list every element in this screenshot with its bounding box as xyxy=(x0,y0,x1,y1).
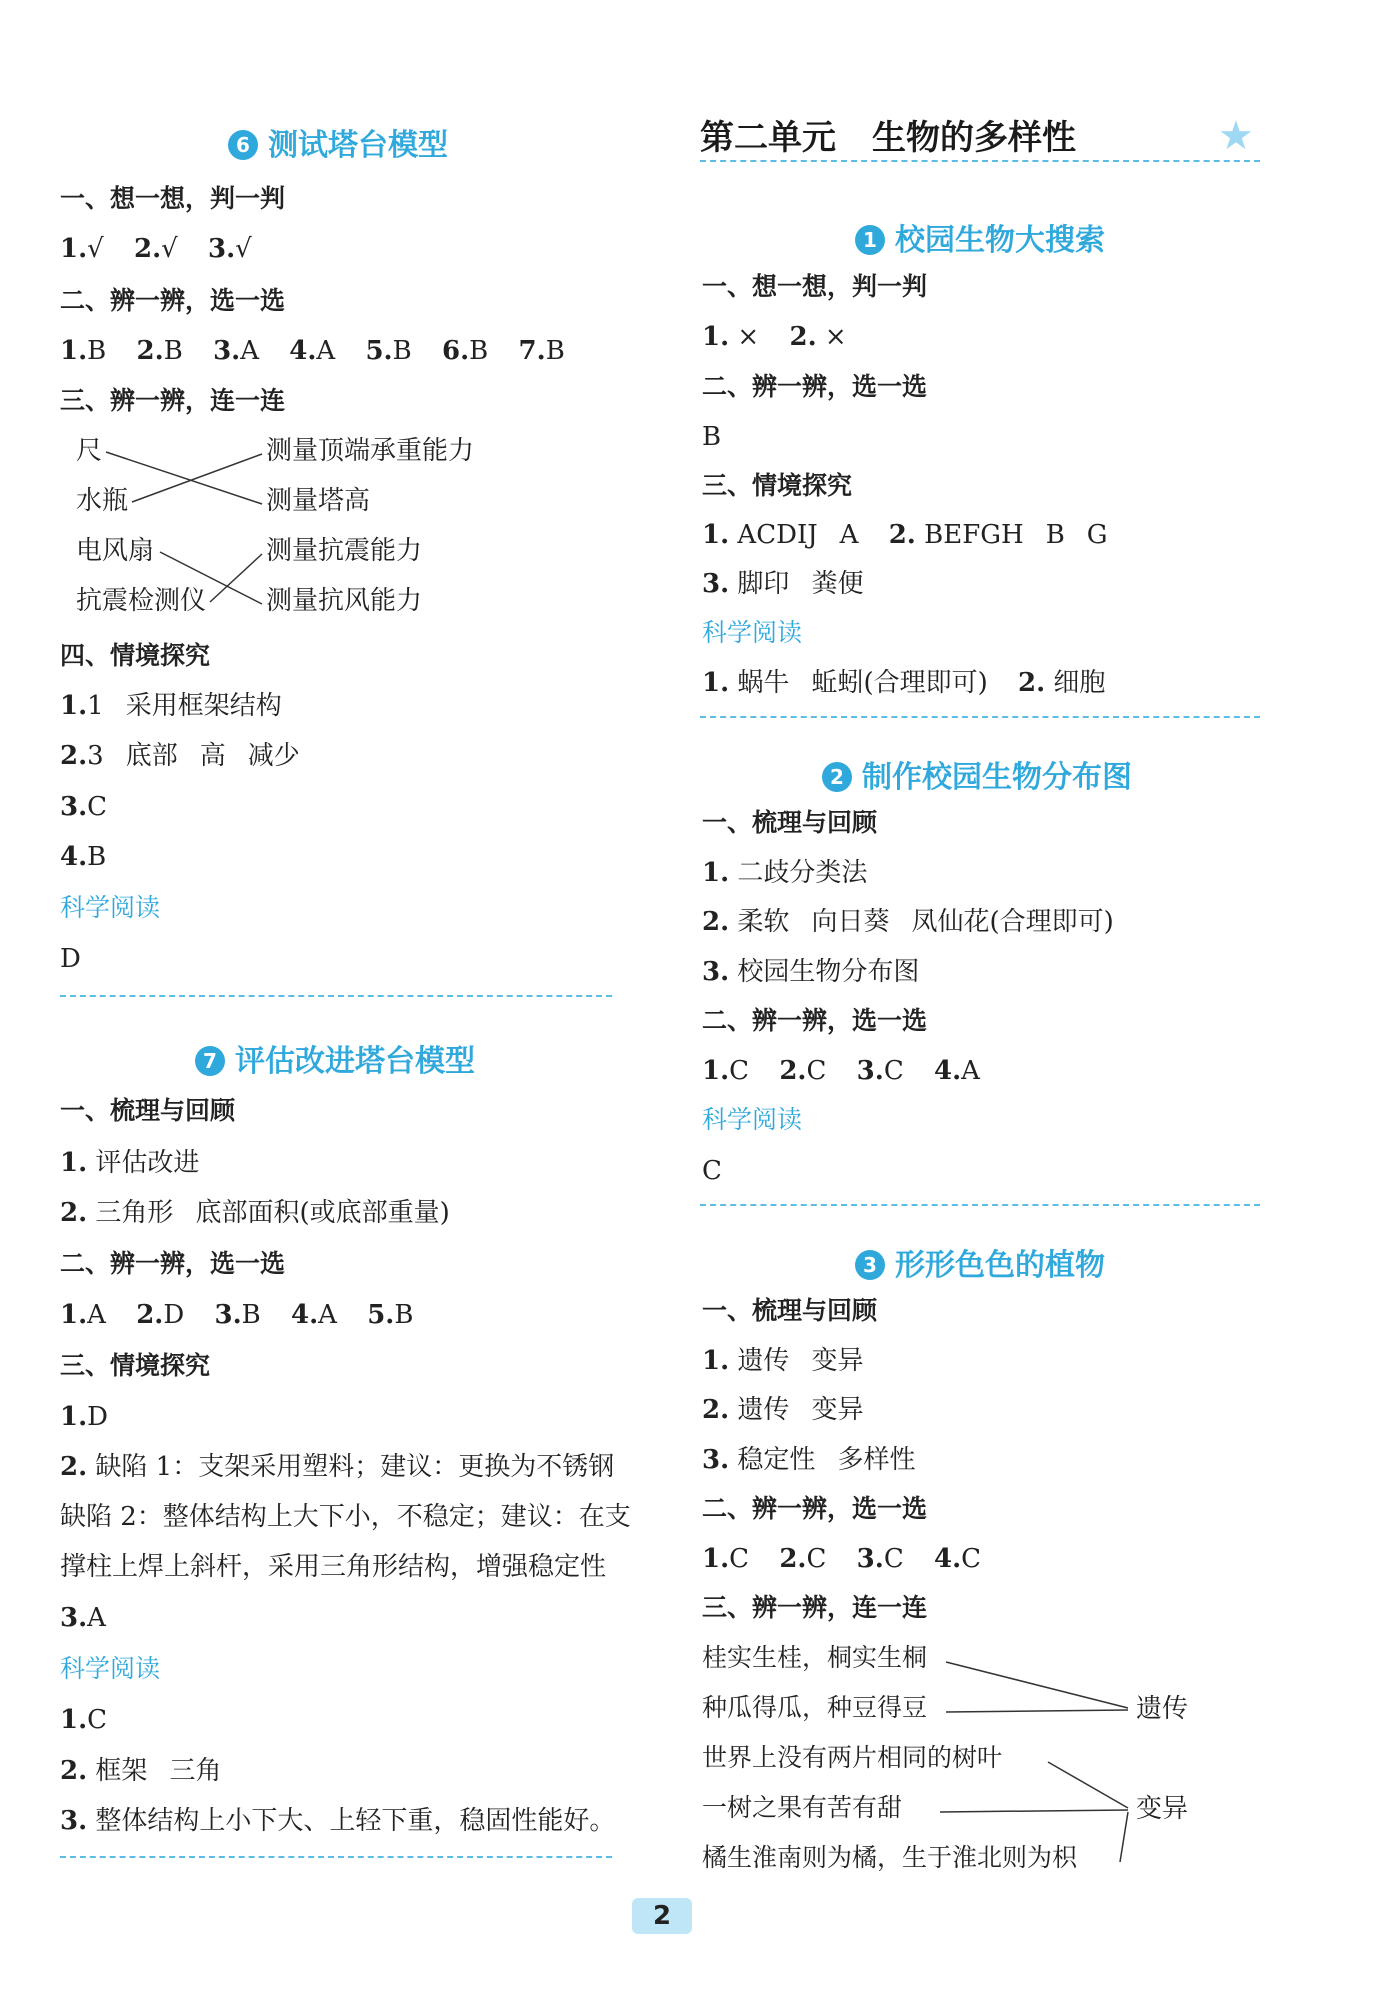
match-right-item: 测量顶端承重能力 xyxy=(266,436,475,466)
section-divider xyxy=(60,995,612,997)
section-title-text: 测试塔台模型 xyxy=(268,128,448,163)
section-title-text: 评估改进塔台模型 xyxy=(235,1044,475,1079)
review-answer: 3. 校园生物分布图 xyxy=(702,957,920,987)
unit-heading: 第二单元 生物的多样性 xyxy=(700,118,1076,158)
heading-match: 三、辨一辨，连一连 xyxy=(702,1593,928,1622)
choice-answers: 1.A 2.D 3.B 4.A 5.B xyxy=(60,1300,414,1330)
match-left-item: 桂实生桂，桐实生桐 xyxy=(702,1643,928,1672)
science-reading-label: 科学阅读 xyxy=(60,893,161,922)
science-reading-label: 科学阅读 xyxy=(702,618,803,647)
section-title-text: 制作校园生物分布图 xyxy=(862,760,1132,795)
section-number-badge: 6 xyxy=(228,130,258,160)
connector-line xyxy=(132,454,262,502)
review-answer: 2. 三角形 底部面积(或底部重量) xyxy=(60,1198,450,1228)
inquiry-answer: 1.D xyxy=(60,1402,109,1432)
match-left-item: 世界上没有两片相同的树叶 xyxy=(702,1743,1003,1772)
connector-line xyxy=(946,1662,1128,1708)
match-left-item: 橘生淮南则为橘，生于淮北则为枳 xyxy=(702,1843,1078,1872)
choice-answer: B xyxy=(702,422,722,452)
connector-line xyxy=(106,452,262,504)
heading-inquiry: 三、情境探究 xyxy=(60,1351,211,1380)
heading-inquiry: 四、情境探究 xyxy=(60,641,211,670)
inquiry-answer-cont: 撑柱上焊上斜杆，采用三角形结构，增强稳定性 xyxy=(60,1552,607,1582)
connector-line xyxy=(946,1710,1128,1712)
review-answer: 2. 遗传 变异 xyxy=(702,1395,864,1425)
review-answer: 1. 二歧分类法 xyxy=(702,858,868,888)
heading-choose: 二、辨一辨，选一选 xyxy=(60,1249,286,1278)
match-right-item: 测量塔高 xyxy=(266,486,371,516)
reading-answer: C xyxy=(702,1156,722,1186)
reading-answer: 1.C xyxy=(60,1705,108,1735)
review-answer: 3. 稳定性 多样性 xyxy=(702,1445,916,1475)
section-number-badge: 7 xyxy=(195,1046,225,1076)
section-1-title xyxy=(855,215,1105,259)
review-answer: 1. 遗传 变异 xyxy=(702,1346,864,1376)
section-divider xyxy=(60,1856,612,1858)
choice-answers: 1.C 2.C 3.C 4.C xyxy=(702,1544,982,1574)
heading-inquiry: 三、情境探究 xyxy=(702,471,853,500)
match-left-item: 电风扇 xyxy=(76,536,155,566)
judge-answers: 1. × 2. × xyxy=(702,322,847,352)
review-answer: 2. 柔软 向日葵 凤仙花(合理即可) xyxy=(702,907,1114,937)
heading-review: 一、梳理与回顾 xyxy=(60,1096,236,1125)
connector-line xyxy=(160,552,262,604)
inquiry-answer-cont: 缺陷 2：整体结构上大下小，不稳定；建议：在支 xyxy=(60,1502,631,1532)
science-reading-label: 科学阅读 xyxy=(702,1105,803,1134)
section-title-text: 形形色色的植物 xyxy=(895,1248,1105,1283)
heading-review: 一、梳理与回顾 xyxy=(702,1296,878,1325)
reading-answer: D xyxy=(60,944,81,974)
heading-choose: 二、辨一辨，选一选 xyxy=(60,286,286,315)
inquiry-answer: 3. 脚印 粪便 xyxy=(702,569,864,599)
inquiry-answer: 1. ACDIJ A 2. BEFGH B G xyxy=(702,520,1108,550)
heading-judge: 一、想一想，判一判 xyxy=(702,272,928,301)
science-reading-label: 科学阅读 xyxy=(60,1654,161,1683)
inquiry-answer: 2.3 底部 高 减少 xyxy=(60,741,300,771)
choice-answers: 1.C 2.C 3.C 4.A xyxy=(702,1056,980,1086)
section-2-title xyxy=(822,752,1132,796)
section-number-badge: 2 xyxy=(822,762,852,792)
section-divider xyxy=(700,1204,1260,1206)
connector-line xyxy=(940,1810,1128,1812)
match-right-item: 遗传 xyxy=(1136,1694,1189,1724)
section-title-text: 校园生物大搜索 xyxy=(895,223,1105,258)
section-number-badge: 1 xyxy=(855,225,885,255)
unit-underline xyxy=(700,160,1260,162)
heading-choose: 二、辨一辨，选一选 xyxy=(702,1006,928,1035)
inquiry-answer: 2. 缺陷 1：支架采用塑料；建议：更换为不锈钢 xyxy=(60,1452,615,1482)
review-answer: 1. 评估改进 xyxy=(60,1148,200,1178)
match-left-item: 水瓶 xyxy=(76,486,129,516)
reading-answer: 1. 蜗牛 蚯蚓(合理即可) 2. 细胞 xyxy=(702,668,1106,698)
heading-choose: 二、辨一辨，选一选 xyxy=(702,1494,928,1523)
reading-answer: 3. 整体结构上小下大、上轻下重，稳固性能好。 xyxy=(60,1806,616,1836)
match-right-item: 测量抗震能力 xyxy=(266,536,423,566)
inquiry-answer: 1.1 采用框架结构 xyxy=(60,691,282,721)
connector-line xyxy=(1120,1812,1128,1862)
section-3-title xyxy=(855,1240,1105,1284)
heading-judge: 一、想一想，判一判 xyxy=(60,184,286,213)
match-left-item: 种瓜得瓜，种豆得豆 xyxy=(702,1693,928,1722)
connector-line xyxy=(210,554,262,602)
section-number-badge: 3 xyxy=(855,1250,885,1280)
page-number: 2 xyxy=(632,1898,692,1934)
inquiry-answer: 3.A xyxy=(60,1603,106,1633)
heading-choose: 二、辨一辨，选一选 xyxy=(702,372,928,401)
section-7-title xyxy=(195,1036,475,1080)
inquiry-answer: 3.C xyxy=(60,792,108,822)
judge-answers: 1.√ 2.√ 3.√ xyxy=(60,234,252,264)
inquiry-answer: 4.B xyxy=(60,842,107,872)
section-divider xyxy=(700,716,1260,718)
connector-line xyxy=(1048,1762,1128,1808)
choice-answers: 1.B 2.B 3.A 4.A 5.B 6.B 7.B xyxy=(60,336,565,366)
heading-review: 一、梳理与回顾 xyxy=(702,808,878,837)
star-icon: ★ xyxy=(1218,113,1254,159)
match-right-item: 测量抗风能力 xyxy=(266,586,423,616)
match-left-item: 一树之果有苦有甜 xyxy=(702,1793,903,1822)
match-left-item: 尺 xyxy=(76,436,103,466)
match-right-item: 变异 xyxy=(1136,1794,1189,1824)
match-left-item: 抗震检测仪 xyxy=(76,586,207,616)
heading-match: 三、辨一辨，连一连 xyxy=(60,386,286,415)
reading-answer: 2. 框架 三角 xyxy=(60,1756,222,1786)
